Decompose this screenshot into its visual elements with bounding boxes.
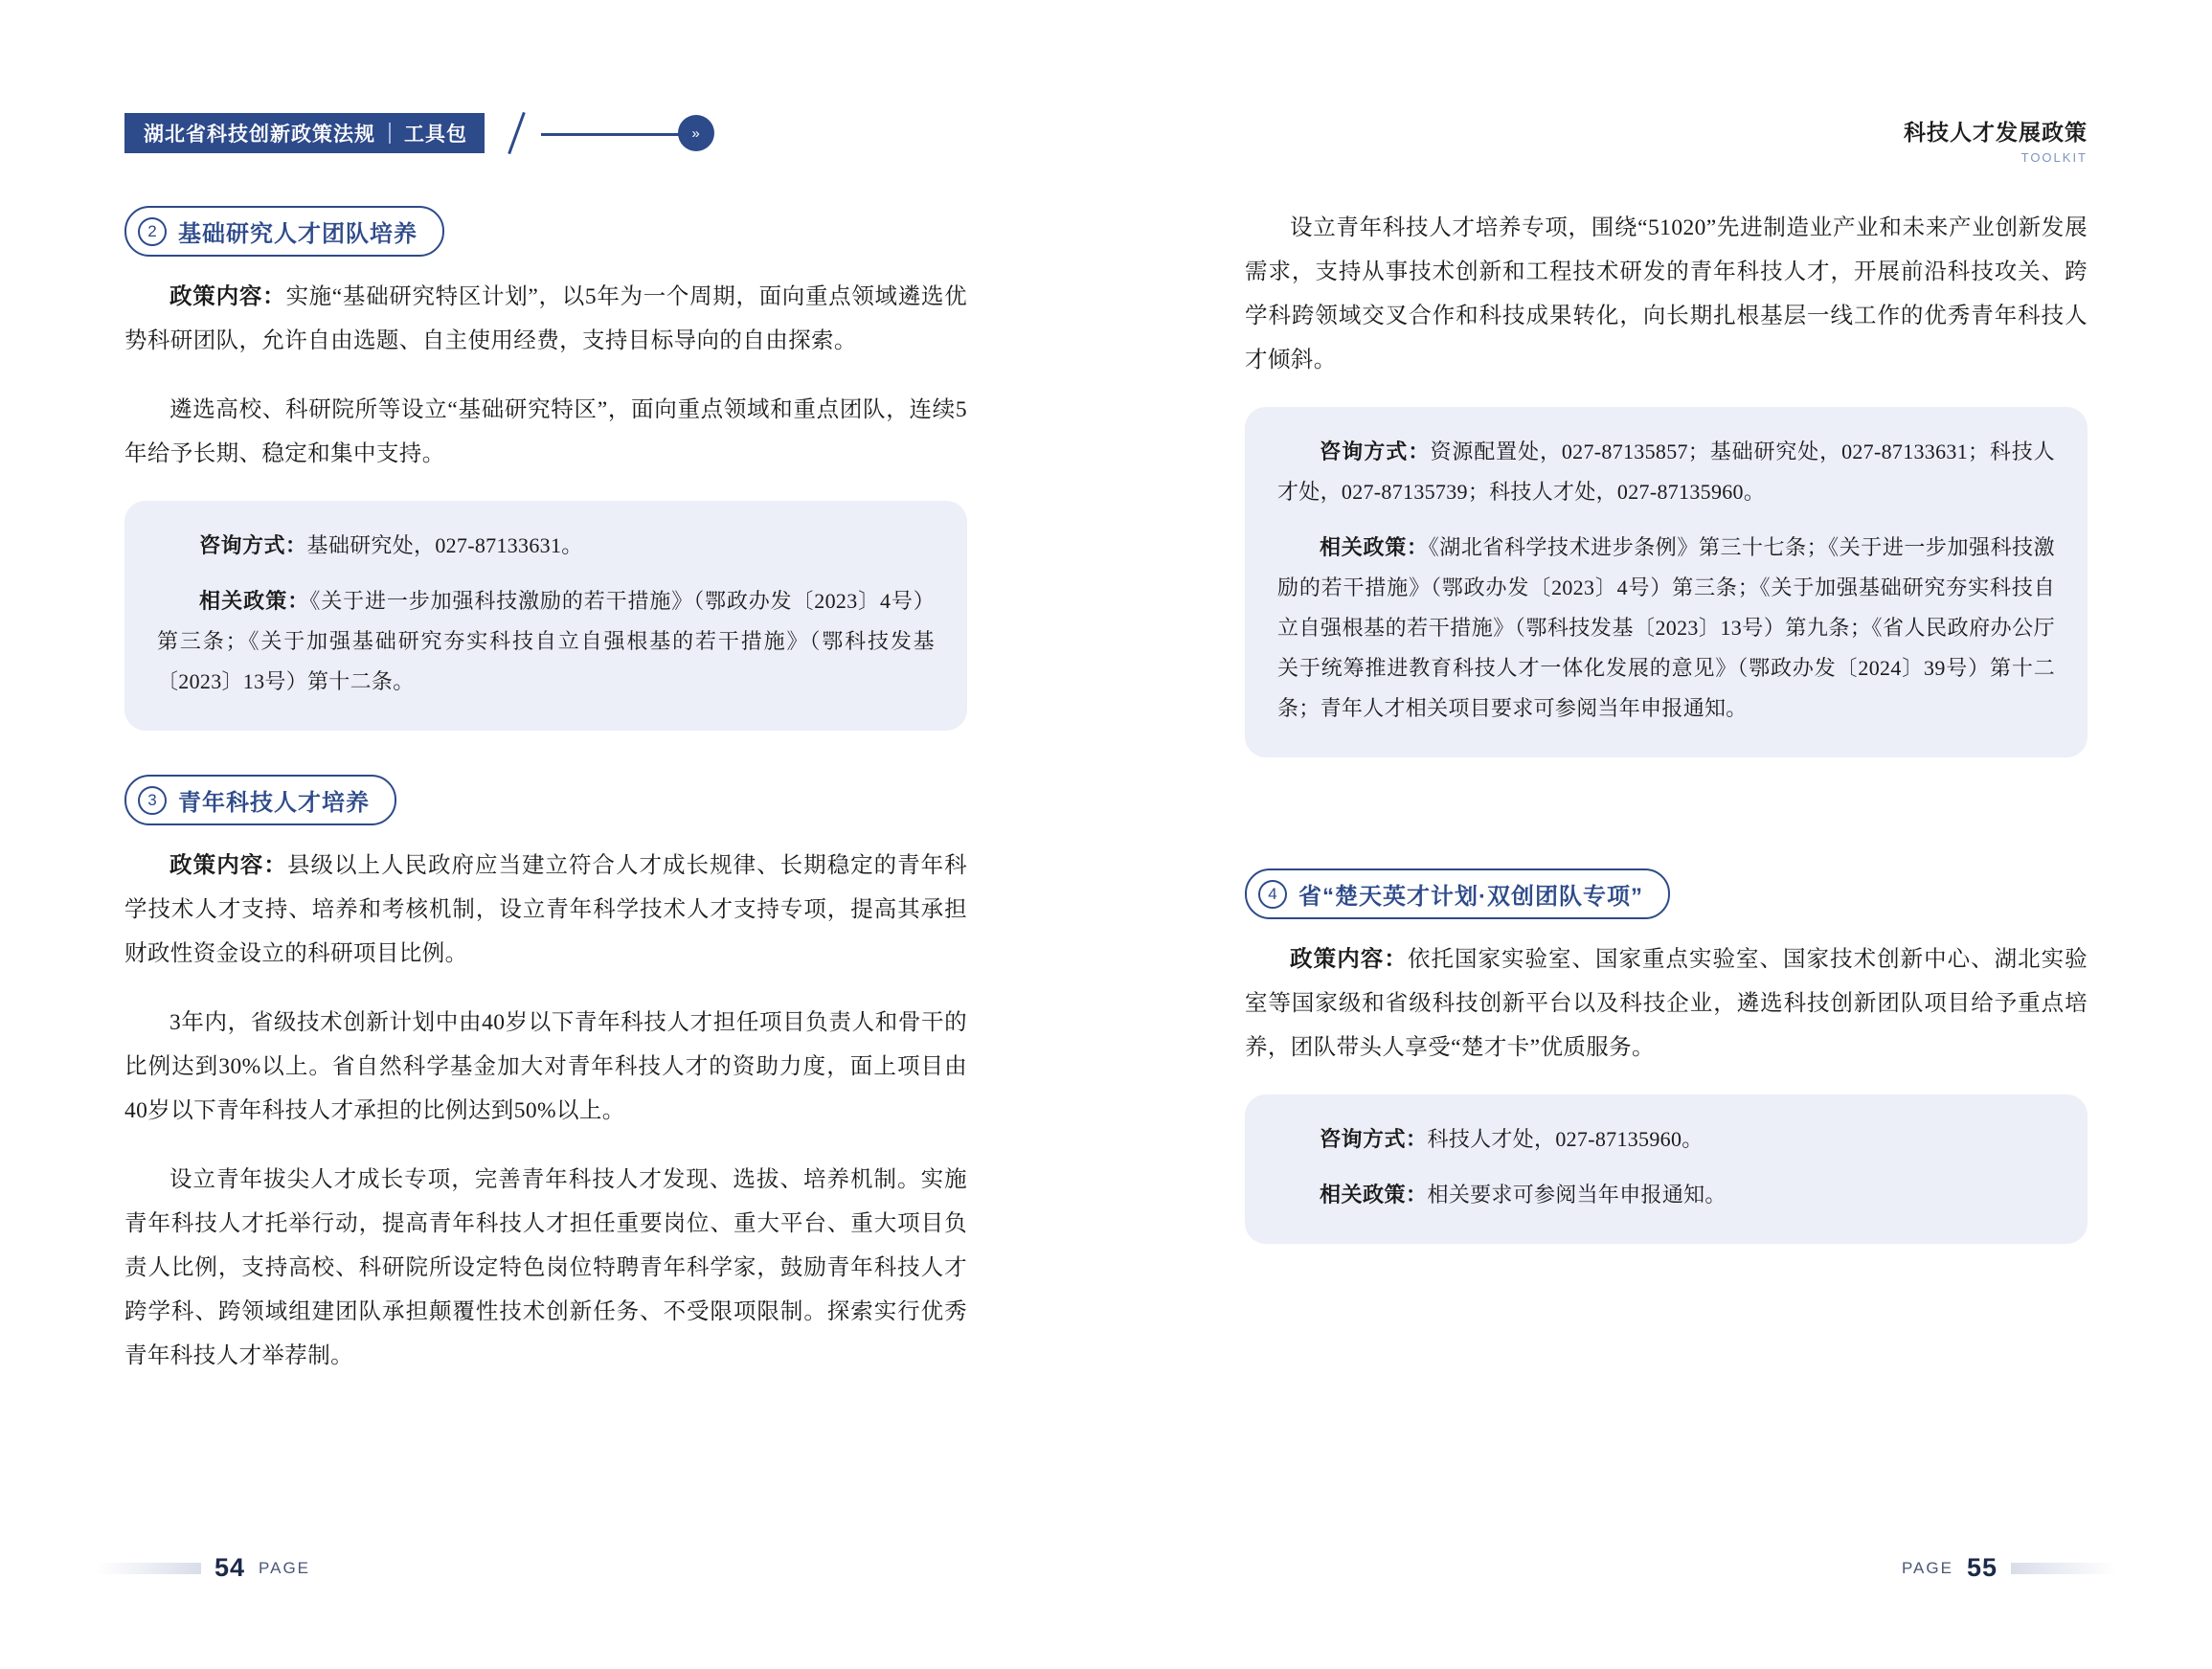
paragraph bbox=[1245, 936, 2088, 1070]
paragraph-text: 遴选高校、科研院所等设立“基础研究特区”，面向重点领域和重点团队，连续5年给予长期、稳定和集中支持。 bbox=[124, 397, 967, 466]
brand-tag-label: 工具包 bbox=[404, 124, 467, 146]
paragraph-text: 3年内，省级技术创新计划中由40岁以下青年科技人才担任项目负责人和骨干的比例达到30%以上。省自然科学基金加大对青年科技人才的资助力度，面上项目由40岁以下青年科技人才承担的比例达到50%以上。 bbox=[124, 1010, 967, 1123]
info-line bbox=[157, 581, 935, 702]
footer-right bbox=[1902, 1553, 2116, 1583]
paragraph bbox=[124, 1001, 967, 1133]
right-column bbox=[1245, 206, 2088, 1288]
section-number: 2 bbox=[138, 217, 167, 246]
brand-divider bbox=[389, 123, 391, 144]
paragraph-text: 实施“基础研究特区计划”，以5年为一个周期，面向重点领域遴选优势科研团队，允许自由选题、自主使用经费，支持目标导向的自由探索。 bbox=[124, 284, 968, 353]
paragraph-text: 县级以上人民政府应当建立符合人才成长规律、长期稳定的青年科学技术人才支持、培养和考核机制，设立青年科学技术人才支持专项，提高其承担财政性资金设立的科研项目比例。 bbox=[124, 853, 967, 966]
paragraph-lead: 政策内容： bbox=[169, 283, 286, 308]
header-title-group bbox=[1904, 115, 2088, 165]
page-title: 科技人才发展政策 bbox=[1904, 120, 2088, 145]
info-text: 科技人才处，027-87135960。 bbox=[1427, 1127, 1704, 1151]
brand-name: 湖北省科技创新政策法规 bbox=[144, 124, 375, 146]
info-box bbox=[1245, 407, 2088, 757]
footer-left bbox=[96, 1553, 310, 1583]
paragraph-text: 依托国家实验室、国家重点实验室、国家技术创新中心、湖北实验室等国家级和省级科技创新平台以及科技企业，遴选科技创新团队项目给予重点培养，团队带头人享受“楚才卡”优质服务。 bbox=[1245, 947, 2088, 1060]
arrow-right-dots-icon: » bbox=[678, 115, 714, 151]
page-number-left: 54 bbox=[214, 1553, 246, 1582]
paragraph bbox=[124, 843, 967, 976]
section-heading-4 bbox=[1245, 868, 1670, 919]
page-header bbox=[0, 113, 2212, 167]
paragraph bbox=[124, 274, 967, 363]
info-line bbox=[1277, 1119, 2055, 1160]
paragraph bbox=[124, 1158, 967, 1378]
paragraph bbox=[1245, 206, 2088, 382]
footer-gradient-bar bbox=[96, 1563, 201, 1574]
info-text: 相关要求可参阅当年申报通知。 bbox=[1427, 1183, 1727, 1207]
info-lead: 咨询方式： bbox=[1320, 440, 1431, 463]
slash-decoration-icon bbox=[508, 112, 526, 154]
paragraph-text: 设立青年科技人才培养专项，围绕“51020”先进制造业产业和未来产业创新发展需求，支持从事技术创新和工程技术研发的青年科技人才，开展前沿科技攻关、跨学科跨领域交叉合作和科技成果转化，向长期扎根基层一线工作的优秀青年科技人才倾斜。 bbox=[1245, 215, 2088, 372]
info-lead: 相关政策： bbox=[1320, 1183, 1428, 1207]
info-line bbox=[1277, 432, 2055, 512]
section-title: 基础研究人才团队培养 bbox=[178, 221, 418, 247]
section-number: 4 bbox=[1258, 880, 1287, 909]
info-text: 基础研究处，027-87133631。 bbox=[306, 533, 583, 557]
section-heading-2 bbox=[124, 206, 444, 257]
header-rule bbox=[541, 133, 694, 136]
info-box bbox=[124, 501, 967, 731]
spacer bbox=[1245, 801, 2088, 868]
paragraph bbox=[124, 388, 967, 476]
section-title: 省“楚天英才计划·双创团队专项” bbox=[1298, 884, 1643, 910]
left-column bbox=[124, 206, 967, 1403]
info-lead: 相关政策： bbox=[1320, 535, 1429, 559]
page-label-left: PAGE bbox=[259, 1558, 311, 1577]
paragraph-text: 设立青年拔尖人才成长专项，完善青年科技人才发现、选拔、培养机制。实施青年科技人才托举行动，提高青年科技人才担任重要岗位、重大平台、重大项目负责人比例，支持高校、科研院所设定特色岗位特聘青年科学家，鼓励青年科技人才跨学科、跨领域组建团队承担颠覆性技术创新任务、不受限项限制。探索实行优秀青年科技人才举荐制。 bbox=[124, 1167, 967, 1368]
info-text: 资源配置处，027-87135857；基础研究处，027-87133631；科技人才处，027-87135739；科技人才处，027-87135960。 bbox=[1277, 440, 2055, 504]
info-text: 《湖北省科学技术进步条例》第三十七条；《关于进一步加强科技激励的若干措施》（鄂政办发〔2023〕4号）第三条；《关于加强基础研究夯实科技自立自强根基的若干措施》（鄂科技发基〔2023〕13号）第九条；《省人民政府办公厅关于统筹推进教育科技人才一体化发展的意见》（鄂政办发〔2024〕39号）第十二条；青年人才相关项目要求可参阅当年申报通知。 bbox=[1277, 535, 2055, 720]
info-lead: 咨询方式： bbox=[1320, 1127, 1428, 1151]
section-title: 青年科技人才培养 bbox=[178, 790, 370, 816]
page-label-right: PAGE bbox=[1901, 1558, 1953, 1577]
info-box bbox=[1245, 1094, 2088, 1244]
footer-gradient-bar bbox=[2011, 1563, 2116, 1574]
info-line bbox=[1277, 1175, 2055, 1215]
info-lead: 咨询方式： bbox=[199, 533, 307, 557]
info-lead: 相关政策： bbox=[199, 589, 310, 613]
brand-tag bbox=[124, 113, 485, 153]
section-number: 3 bbox=[138, 786, 167, 815]
section-heading-3 bbox=[124, 775, 396, 825]
paragraph-lead: 政策内容： bbox=[169, 852, 288, 877]
info-line bbox=[1277, 528, 2055, 729]
page-subtitle: TOOLKIT bbox=[2020, 150, 2088, 165]
info-line bbox=[157, 526, 935, 566]
page-number-right: 55 bbox=[1966, 1553, 1998, 1582]
paragraph-lead: 政策内容： bbox=[1290, 946, 1409, 971]
info-text: 《关于进一步加强科技激励的若干措施》（鄂政办发〔2023〕4号）第三条；《关于加强基础研究夯实科技自立自强根基的若干措施》（鄂科技发基〔2023〕13号）第十二条。 bbox=[157, 589, 935, 693]
